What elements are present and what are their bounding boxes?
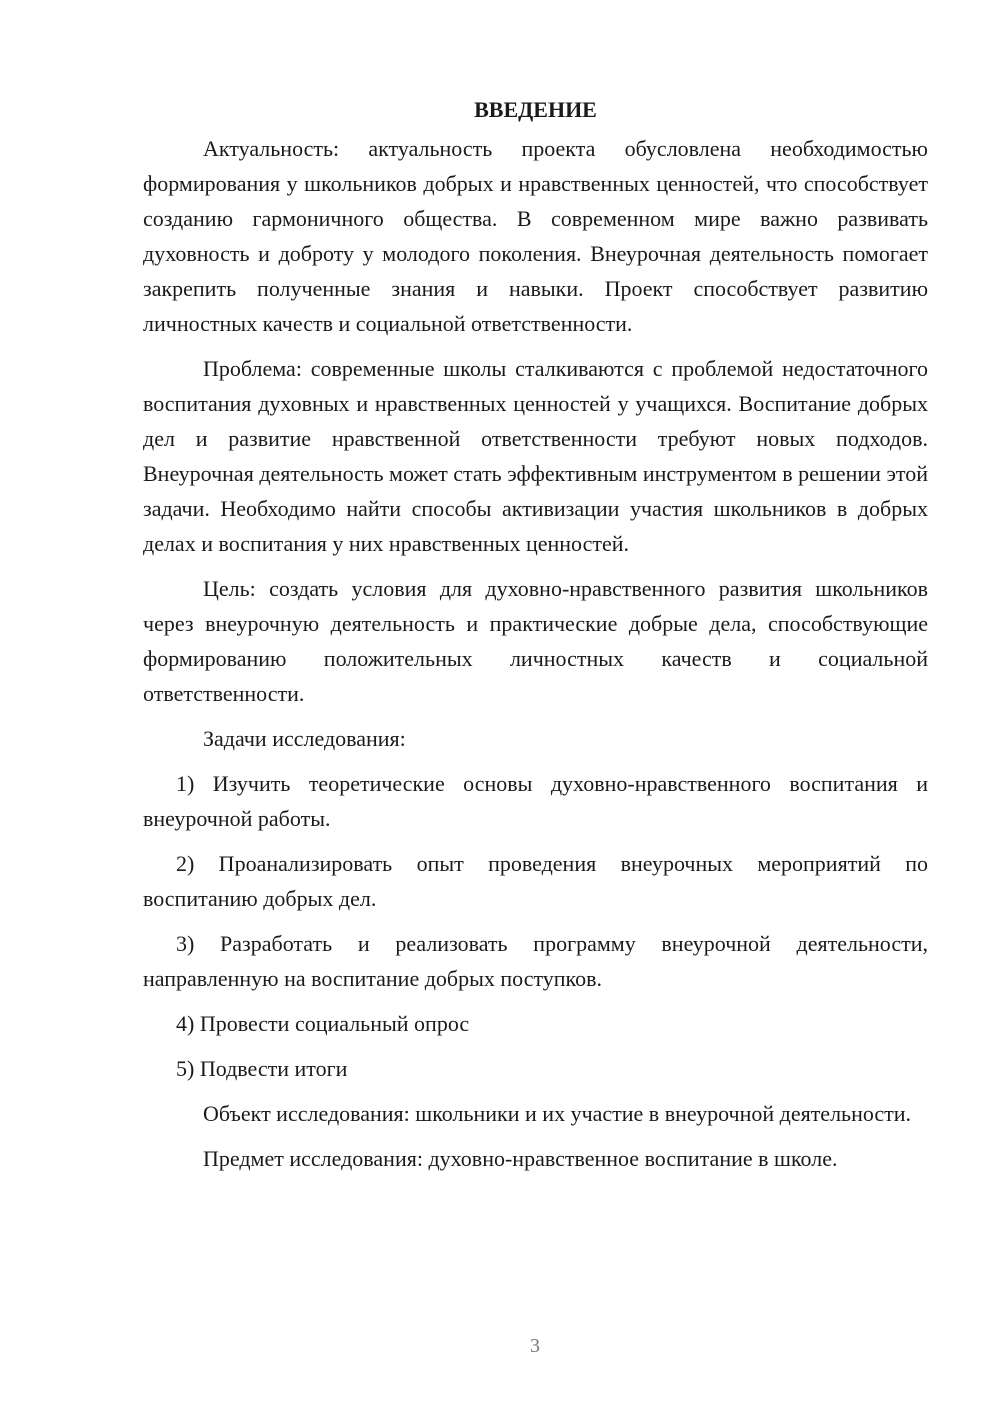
section-title: ВВЕДЕНИЕ — [474, 97, 597, 122]
task-item-4: 4) Провести социальный опрос — [176, 1011, 470, 1036]
paragraph-problem: Проблема: современные школы сталкиваются с проблемой недостаточного воспитания духовных и нравственных ценностей у учащихся. Воспитание добрых дел и развитие нравственной ответственности требуют новых подходов. Внеурочная деятельность может стать эффективным инструментом в решении этой задачи. Необходимо найти способы активизации участия школьников в добрых делах и воспитания у них нравственных ценностей. — [143, 356, 928, 556]
task-item-1: 1) Изучить теоретические основы духовно-нравственного воспитания и внеурочной работы. — [143, 771, 928, 831]
page-number: 3 — [530, 1335, 540, 1357]
task-item-2: 2) Проанализировать опыт проведения внеурочных мероприятий по воспитанию добрых дел. — [143, 851, 928, 911]
paragraph-tasks-heading: Задачи исследования: — [203, 726, 406, 751]
paragraph-object: Объект исследования: школьники и их участие в внеурочной деятельности. — [203, 1101, 912, 1126]
paragraph-relevance: Актуальность: актуальность проекта обусловлена необходимостью формирования у школьников добрых и нравственных ценностей, что способствует созданию гармоничного общества. В современном мире важно развивать духовность и доброту у молодого поколения. Внеурочная деятельность помогает закрепить полученные знания и навыки. Проект способствует развитию личностных качеств и социальной ответственности. — [143, 136, 928, 336]
paragraph-subject: Предмет исследования: духовно-нравственное воспитание в школе. — [203, 1146, 838, 1171]
document-page — [143, 92, 928, 1176]
task-item-3: 3) Разработать и реализовать программу внеурочной деятельности, направленную на воспитание добрых поступков. — [143, 931, 928, 991]
task-item-5: 5) Подвести итоги — [176, 1056, 348, 1081]
paragraph-goal: Цель: создать условия для духовно-нравственного развития школьников через внеурочную деятельность и практические добрые дела, способствующие формированию положительных личностных качеств и социальной ответственности. — [143, 576, 928, 706]
